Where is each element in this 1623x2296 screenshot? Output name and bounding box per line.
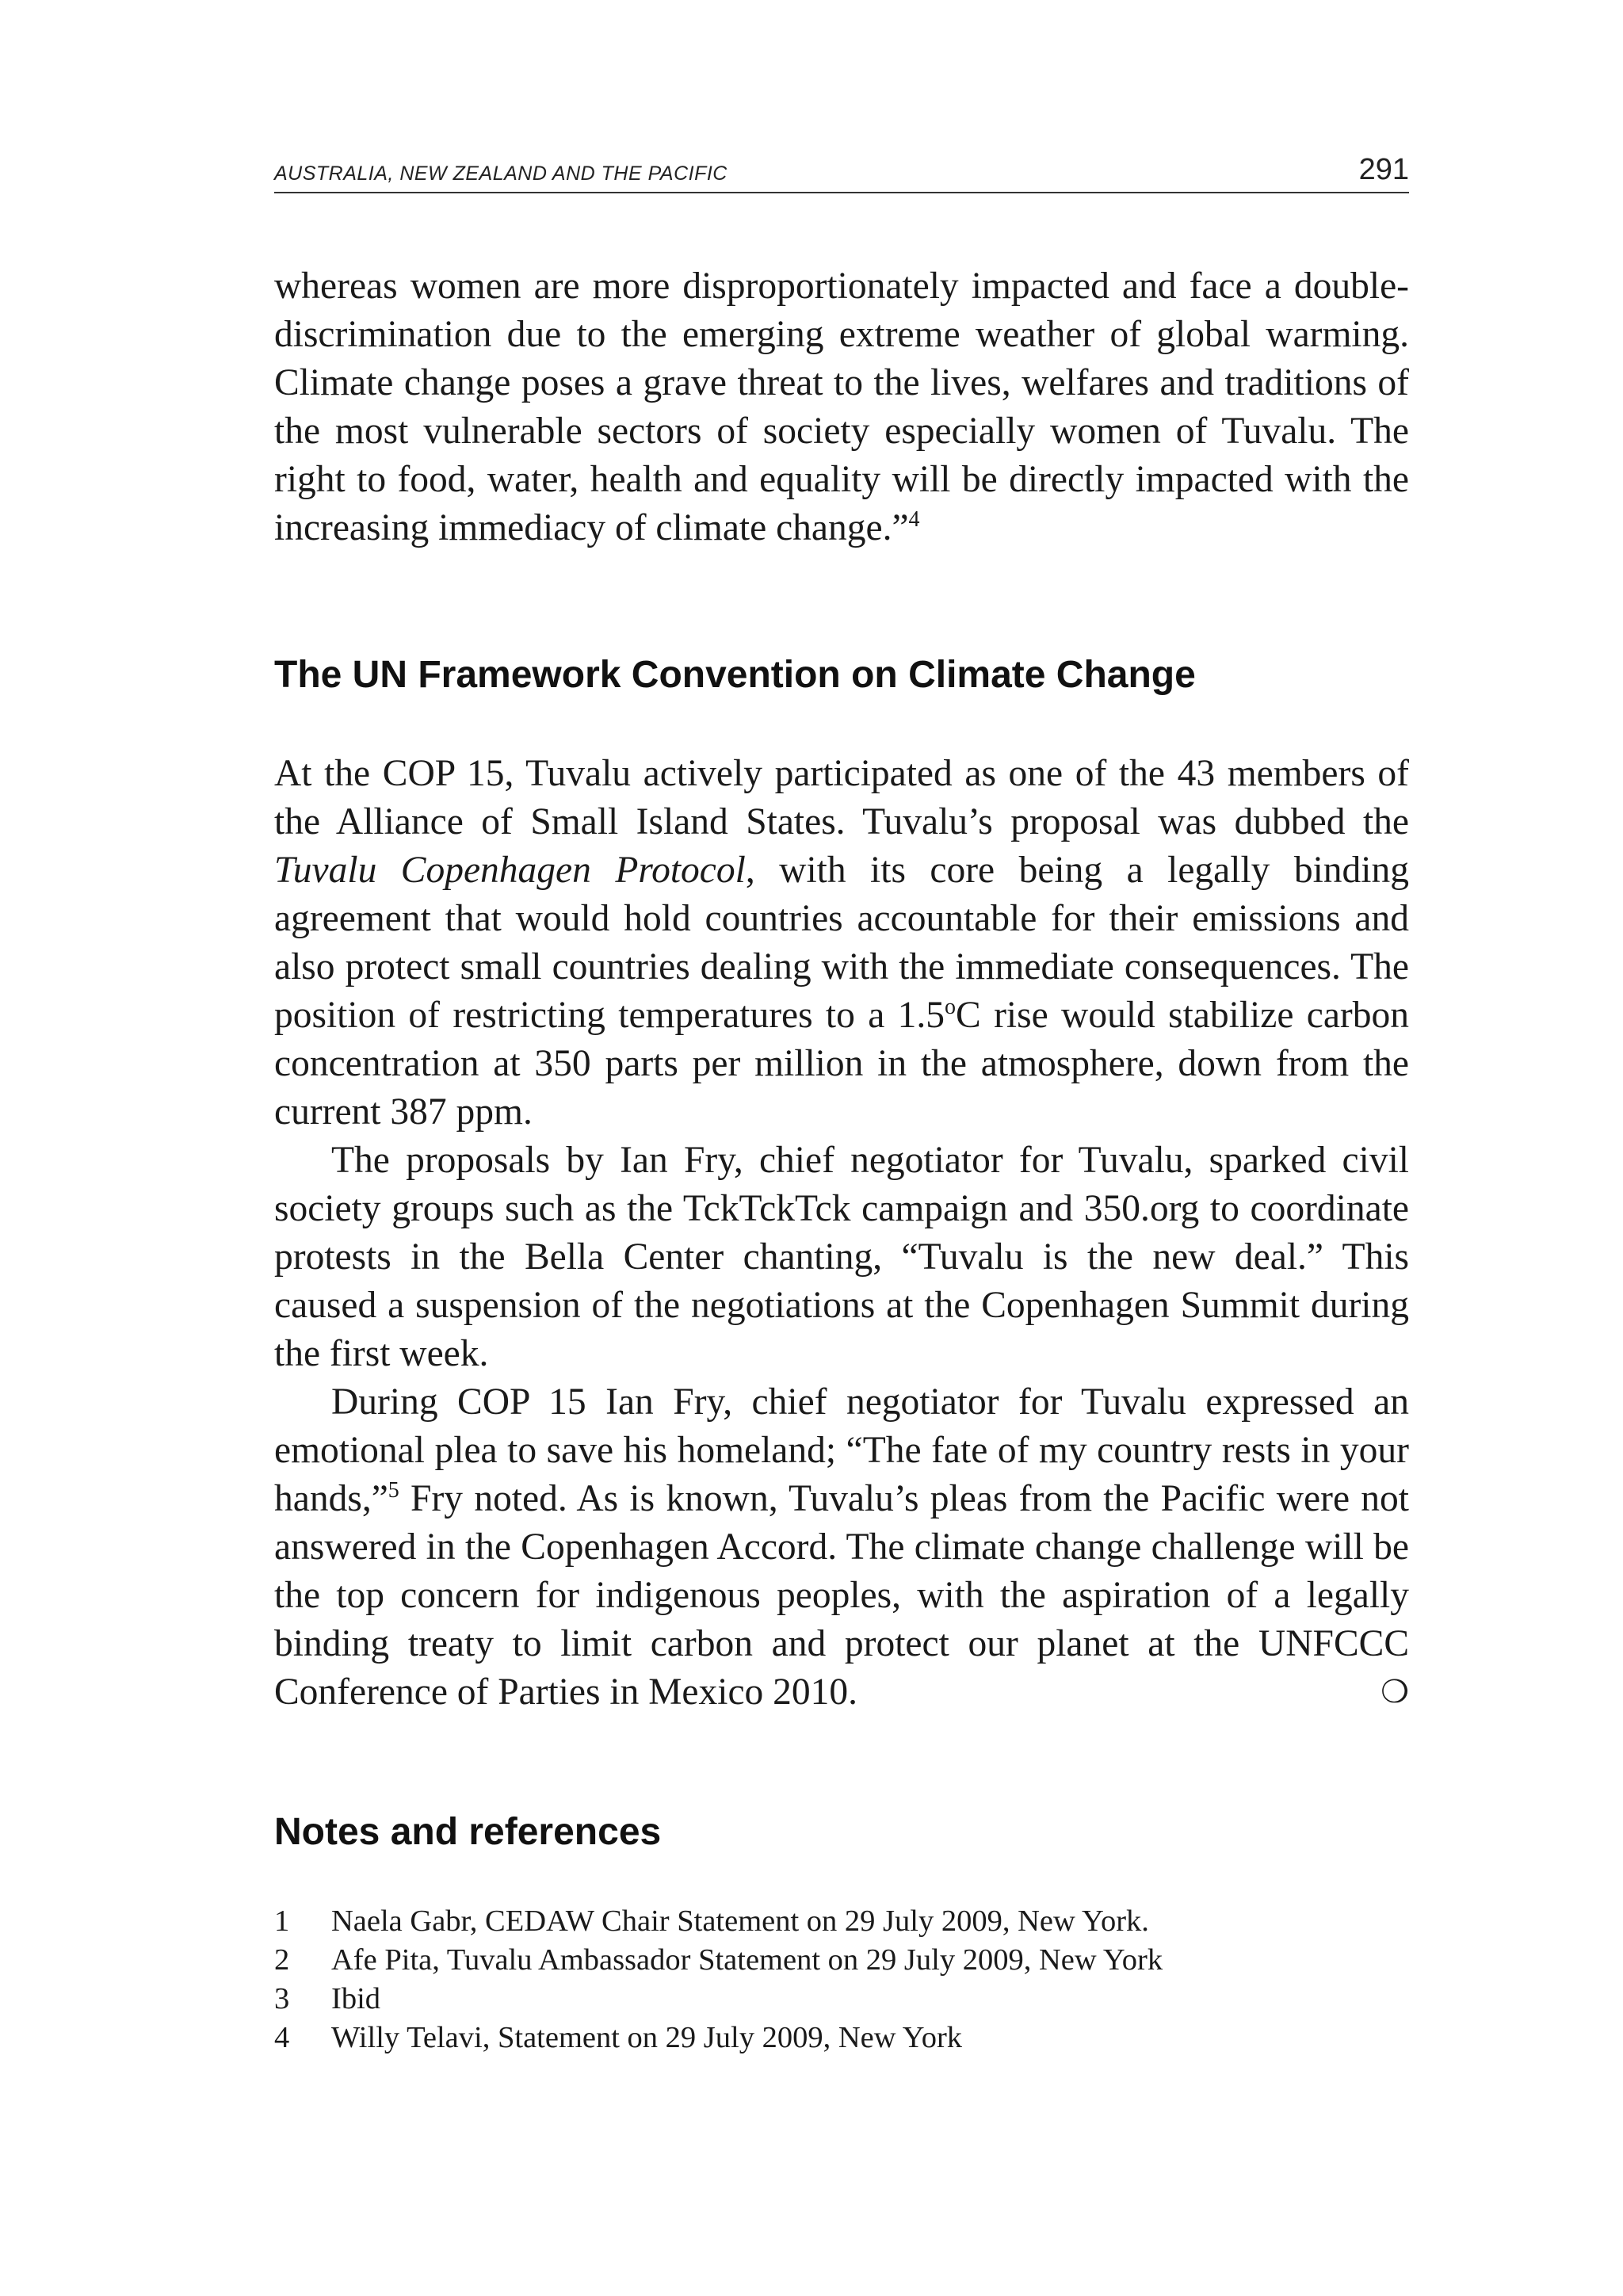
paragraph-plea-text-2: Fry noted. As is known, Tuvalu’s pleas from the Pacific were not answered in the Copenhagen Accord. The climate change challenge will be the top concern for indigenous peoples, with the aspiration of a legally binding treaty to limit carbon and protect our planet at the UNFCCC Conference of Parties in Mexico 2010. — [274, 1478, 1409, 1713]
page-number: 291 — [1358, 153, 1409, 186]
notes-list — [274, 1902, 1409, 2057]
unfccc-section-body — [274, 750, 1409, 1717]
note-text: Ibid — [331, 1982, 381, 2015]
paragraph-proposals: The proposals by Ian Fry, chief negotiator for Tuvalu, sparked civil society groups such as the TckTckTck campaign and 350.org to coordinate protests in the Bella Center chanting, “Tuvalu is the new deal.” This caused a suspension of the negotiations at the Copenhagen Summit during the first week. — [274, 1140, 1409, 1374]
note-number: 1 — [274, 1904, 290, 1938]
section-heading-notes: Notes and references — [274, 1811, 662, 1853]
note-item — [274, 1941, 1409, 1980]
paragraph-cop15-text-3: C rise would stabilize carbon concentration at 350 parts per million in the atmosphere, down from the current 387 ppm. — [274, 995, 1409, 1133]
section-heading-unfccc: The UN Framework Convention on Climate Change — [274, 654, 1196, 696]
intro-block — [274, 262, 1409, 552]
footnote-ref-5[interactable]: 5 — [388, 1478, 399, 1503]
end-of-article-mark: ❍ — [1381, 1674, 1409, 1710]
note-item — [274, 1980, 1409, 2019]
paragraph-cop15 — [274, 750, 1409, 1137]
intro-text: whereas women are more disproportionately impacted and face a double-discrimination due to the emerging extreme weather of global warming. Climate change poses a grave threat to the lives, welfares and traditions of the most vulnerable sectors of society especially women of Tuvalu. The right to food, water, health and equality will be directly impacted with the increasing immediacy of climate change.” — [274, 266, 1409, 548]
note-item — [274, 2019, 1409, 2057]
paragraph-plea — [274, 1378, 1409, 1717]
protocol-title: Tuvalu Copenhagen Protocol — [274, 850, 746, 891]
paragraph-plea-text-1: During COP 15 Ian Fry, chief negotiator for Tuvalu expressed an emotional plea to save his homeland; “The fate of my country rests in your hands,” — [274, 1381, 1409, 1519]
note-number: 3 — [274, 1982, 290, 2015]
note-text: Afe Pita, Tuvalu Ambassador Statement on 29 July 2009, New York — [331, 1943, 1163, 1977]
note-item — [274, 1902, 1409, 1941]
note-text: Naela Gabr, CEDAW Chair Statement on 29 July 2009, New York. — [331, 1904, 1149, 1938]
footnote-ref-4[interactable]: 4 — [908, 507, 920, 533]
book-page — [274, 0, 1409, 2296]
paragraph-cop15-text-2: , with its core being a legally binding agreement that would hold countries accountable for their emissions and also protect small countries dealing with the immediate consequences. The position of restricting temperatures to a 1.5 — [274, 850, 1409, 1036]
running-header — [274, 154, 1409, 193]
note-number: 2 — [274, 1943, 290, 1977]
note-text: Willy Telavi, Statement on 29 July 2009, New York — [331, 2021, 963, 2054]
intro-paragraph — [274, 262, 1409, 552]
note-number: 4 — [274, 2021, 290, 2054]
degree-superscript: o — [945, 995, 957, 1020]
paragraph-cop15-text-1: At the COP 15, Tuvalu actively participated as one of the 43 members of the Alliance of Small Island States. Tuvalu’s proposal was dubbed the — [274, 753, 1409, 842]
running-title: AUSTRALIA, NEW ZEALAND AND THE PACIFIC — [274, 162, 727, 185]
